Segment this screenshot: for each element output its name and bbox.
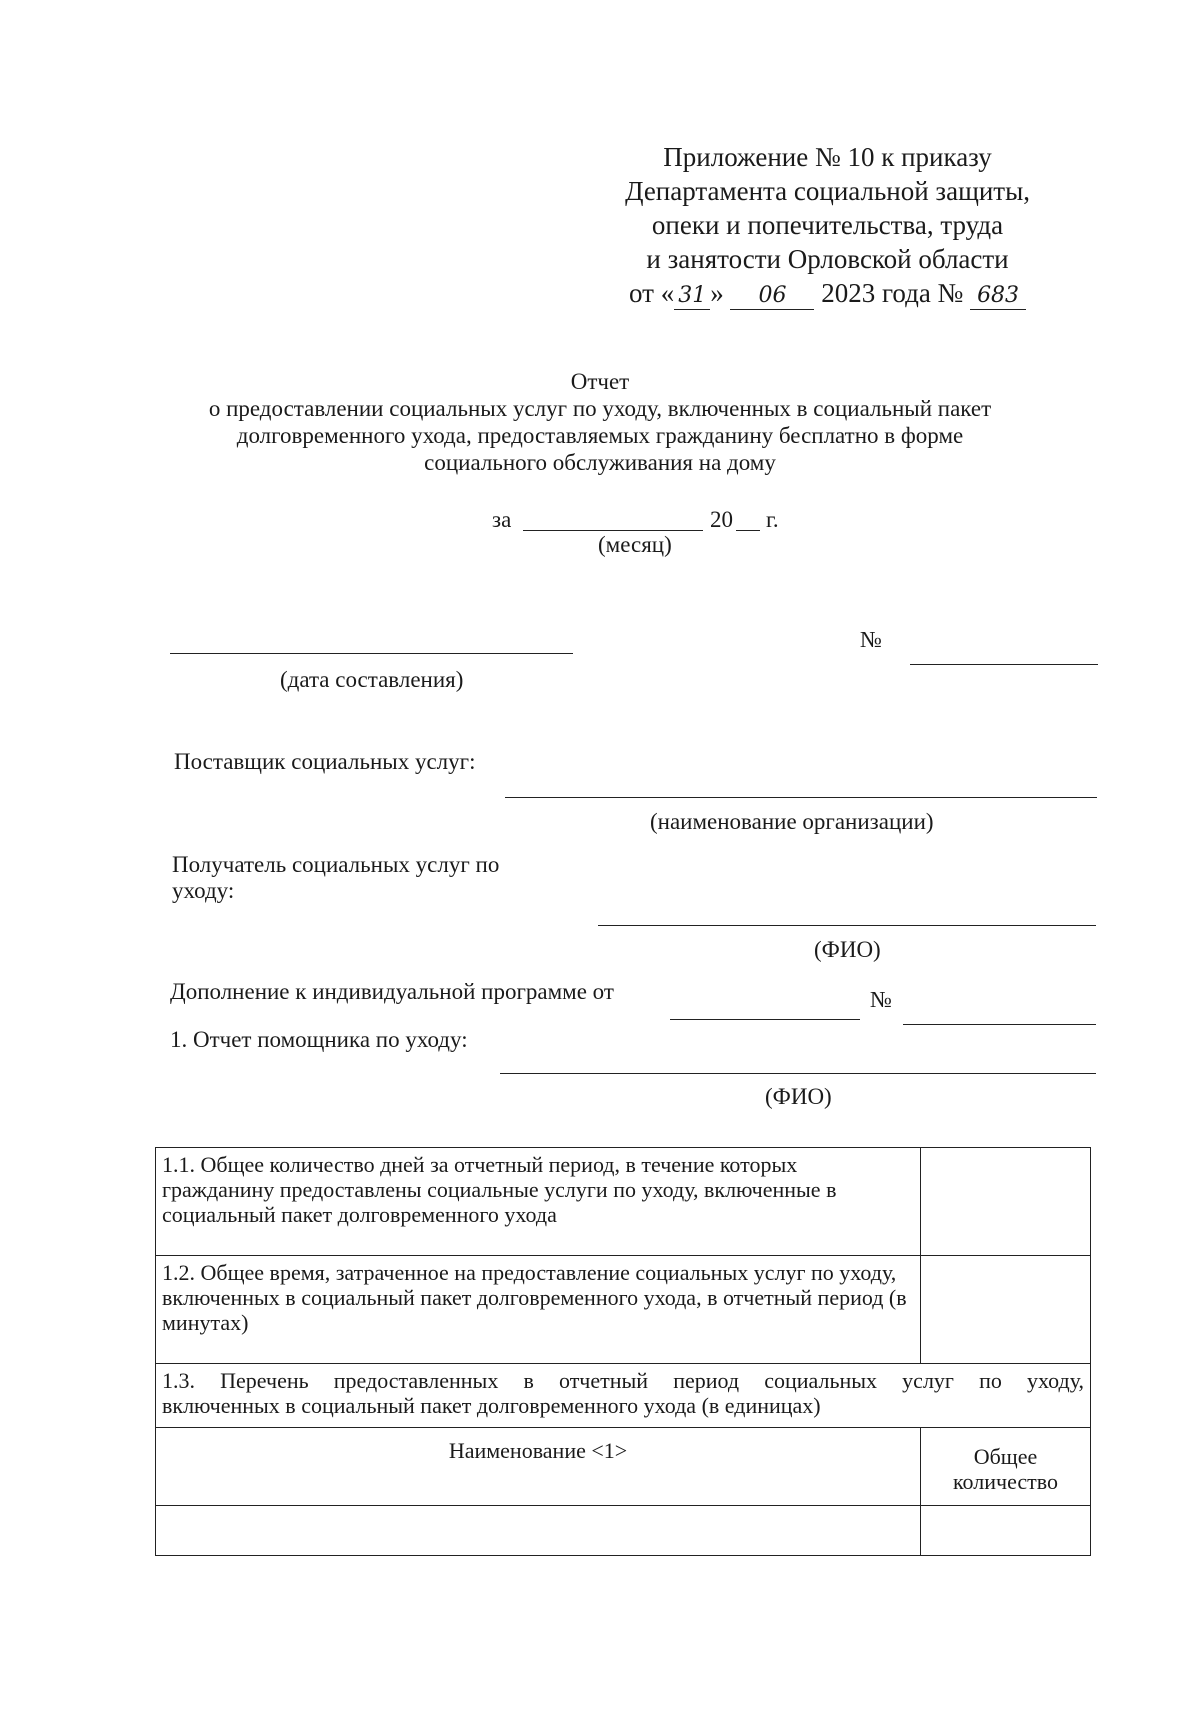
supplement-label: Дополнение к индивидуальной программе от <box>170 979 614 1004</box>
report-title-word: Отчет <box>570 369 630 394</box>
period-month-caption: (месяц) <box>598 532 672 557</box>
column-total-line-2: количество <box>952 1469 1059 1494</box>
compilation-number-field[interactable] <box>910 664 1098 665</box>
assistant-caption: (ФИО) <box>765 1084 832 1109</box>
row-1-2-label: 1.2. Общее время, затраченное на предоставление социальных услуг по уходу, включенных в социальный пакет долговременного ухода, в отчетный период (в минутах) <box>156 1256 921 1364</box>
appendix-date-line <box>625 276 1030 310</box>
recipient-label-line-2: уходу: <box>172 878 235 903</box>
appendix-line-4: и занятости Орловской области <box>646 244 1009 274</box>
period-year-prefix: 20 <box>710 507 733 532</box>
table-row <box>156 1364 1091 1428</box>
date-day-handwritten: 31 <box>674 283 710 310</box>
row-1-3-header <box>156 1364 1091 1428</box>
recipient-name-field[interactable] <box>598 925 1096 926</box>
date-year: 2023 года № <box>821 278 964 308</box>
appendix-header <box>625 140 1030 310</box>
table-row <box>156 1428 1091 1506</box>
assistant-name-field[interactable] <box>500 1073 1096 1074</box>
report-title <box>0 368 1200 476</box>
service-name-cell[interactable] <box>156 1506 921 1556</box>
report-title-line-1: о предоставлении социальных услуг по уходу, включенных в социальный пакет <box>208 396 992 421</box>
row-1-1-value-cell[interactable] <box>921 1148 1091 1256</box>
provider-name-field[interactable] <box>505 797 1097 798</box>
date-prefix: от « <box>629 278 675 308</box>
service-total-cell[interactable] <box>921 1506 1091 1556</box>
compilation-date-field[interactable] <box>170 653 573 654</box>
recipient-label-line-1: Получатель социальных услуг по <box>172 852 500 877</box>
report-table <box>155 1147 1091 1556</box>
period-prefix: за <box>492 507 512 532</box>
column-name-header: Наименование <1> <box>156 1428 921 1506</box>
column-total-header <box>921 1428 1091 1506</box>
table-row <box>156 1256 1091 1364</box>
date-month-handwritten: 06 <box>730 283 814 310</box>
assistant-label: 1. Отчет помощника по уходу: <box>170 1027 468 1052</box>
appendix-line-1: Приложение № 10 к приказу <box>663 142 992 172</box>
table-row <box>156 1148 1091 1256</box>
supplement-number-field[interactable] <box>903 1024 1096 1025</box>
appendix-line-3: опеки и попечительства, труда <box>651 210 1004 240</box>
row-1-3-line-1: 1.3. Перечень предоставленных в отчетный период социальных услуг по уходу, <box>162 1368 1084 1393</box>
compilation-number-sign: № <box>860 627 882 652</box>
row-1-3-line-2: включенных в социальный пакет долговременного ухода (в единицах) <box>162 1393 821 1418</box>
report-title-line-3: социального обслуживания на дому <box>424 450 776 475</box>
supplement-number-sign: № <box>870 987 892 1012</box>
order-number-handwritten: 683 <box>970 283 1026 310</box>
date-mid: » <box>710 278 724 308</box>
table-row <box>156 1506 1091 1556</box>
appendix-line-2: Департамента социальной защиты, <box>625 176 1030 206</box>
supplement-date-field[interactable] <box>670 1019 860 1020</box>
provider-label: Поставщик социальных услуг: <box>174 749 476 774</box>
recipient-caption: (ФИО) <box>814 937 881 962</box>
period-year-field[interactable] <box>736 530 760 531</box>
period-year-suffix: г. <box>766 507 779 532</box>
provider-caption: (наименование организации) <box>650 809 934 834</box>
row-1-1-label: 1.1. Общее количество дней за отчетный период, в течение которых гражданину предоставлены социальные услуги по уходу, включенные в социальный пакет долговременного ухода <box>156 1148 921 1256</box>
row-1-2-value-cell[interactable] <box>921 1256 1091 1364</box>
compilation-date-caption: (дата составления) <box>280 667 464 692</box>
report-title-line-2: долговременного ухода, предоставляемых гражданину бесплатно в форме <box>236 423 964 448</box>
column-total-line-1: Общее <box>973 1444 1038 1469</box>
